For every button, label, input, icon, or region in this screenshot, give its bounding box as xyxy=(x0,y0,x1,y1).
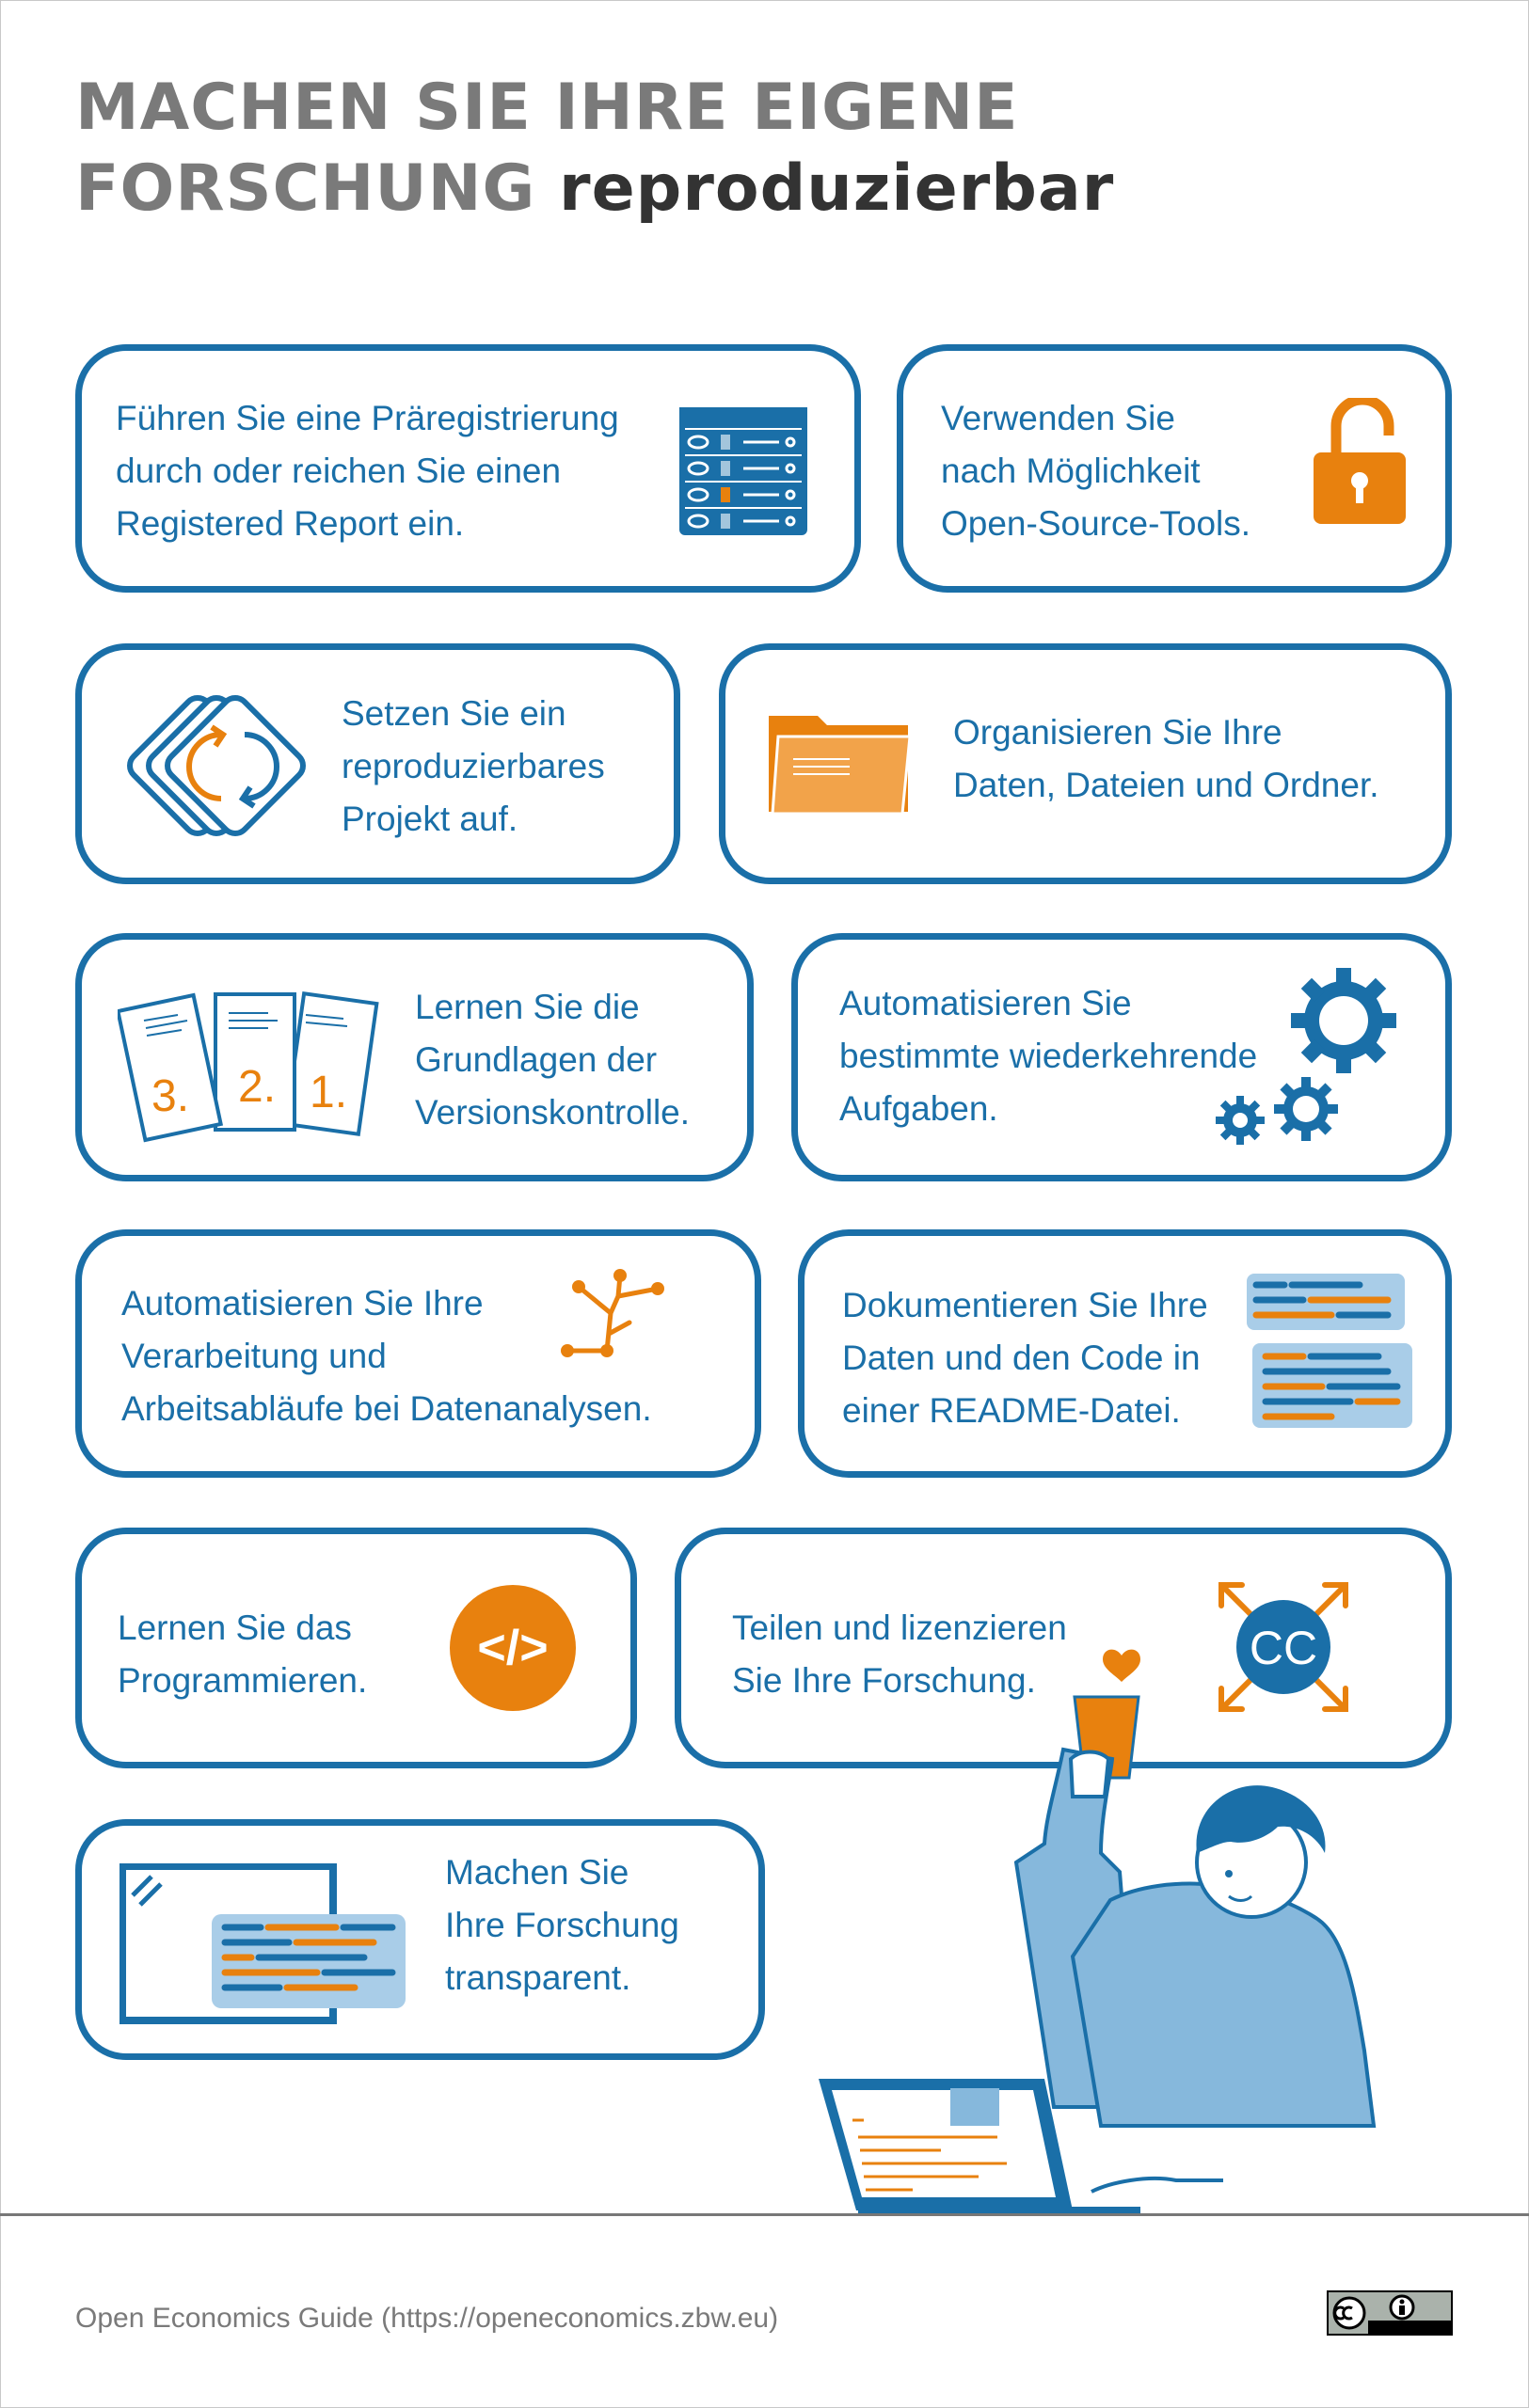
version-label-3: 3. xyxy=(151,1071,190,1121)
card-text: Dokumentieren Sie Ihre Daten und den Code in einer README-Datei. xyxy=(842,1286,1208,1430)
card-text: Setzen Sie ein reproduzierbares Projekt auf. xyxy=(342,694,605,838)
open-lock-icon xyxy=(1308,398,1411,530)
card-preregistration xyxy=(75,344,861,593)
transparent-window-icon xyxy=(119,1863,421,2029)
code-brackets-icon: </> xyxy=(450,1585,576,1711)
researcher-illustration xyxy=(809,1618,1430,2220)
card-text: Lernen Sie das Programmieren. xyxy=(118,1608,368,1700)
card-organize-files xyxy=(719,643,1452,884)
card-open-source xyxy=(897,344,1452,593)
heart-icon xyxy=(1103,1650,1140,1682)
folder-icon xyxy=(765,706,916,819)
registration-form-icon xyxy=(679,407,811,539)
cc-by-license-badge xyxy=(1327,2290,1453,2336)
title-line-2 xyxy=(75,149,1114,230)
version-documents-icon xyxy=(118,989,390,1149)
card-text: Automatisieren Sie bestimmte wiederkehrende Aufgaben. xyxy=(839,984,1258,1128)
card-text: Lernen Sie die Grundlagen der Versionskontrolle. xyxy=(415,988,691,1132)
reproducible-cycle-icon xyxy=(118,686,325,855)
code-document-icon xyxy=(1247,1274,1416,1443)
card-readme xyxy=(798,1229,1452,1478)
footer-source: Open Economics Guide (https://openeconomics.zbw.eu) xyxy=(75,2303,779,2334)
version-label-2: 2. xyxy=(238,1062,277,1112)
card-text: Organisieren Sie Ihre Daten, Dateien und Ordner. xyxy=(953,713,1379,804)
card-text: Teilen und lizenzieren Sie Ihre Forschung. xyxy=(732,1608,1067,1700)
floor-line xyxy=(0,2213,1529,2216)
version-label-1: 1. xyxy=(310,1068,348,1117)
card-transparent xyxy=(75,1819,765,2060)
title-line-2-prefix: FORSCHUNG xyxy=(75,151,560,226)
card-text: Verwenden Sie nach Möglichkeit Open-Source-Tools. xyxy=(941,399,1251,543)
title-line-1: MACHEN SIE IHRE EIGENE xyxy=(75,71,1019,145)
page-title xyxy=(75,68,1114,230)
title-emphasis: reproduzierbar xyxy=(559,151,1115,226)
card-text: Führen Sie eine Präregistrierung durch oder reichen Sie einen Registered Report ein. xyxy=(116,399,619,543)
card-text: Machen Sie Ihre Forschung transparent. xyxy=(445,1853,679,1997)
gears-icon xyxy=(1212,968,1419,1156)
card-automate-workflows xyxy=(75,1229,761,1478)
card-automate-tasks xyxy=(791,933,1452,1181)
card-version-control xyxy=(75,933,754,1181)
workflow-tree-icon xyxy=(552,1268,675,1371)
card-programming xyxy=(75,1528,637,1768)
cc-text: CC xyxy=(1249,1622,1318,1674)
card-reproducible-project xyxy=(75,643,680,884)
card-text: Automatisieren Sie Ihre Verarbeitung und Arbeitsabläufe bei Datenanalysen. xyxy=(121,1284,652,1428)
